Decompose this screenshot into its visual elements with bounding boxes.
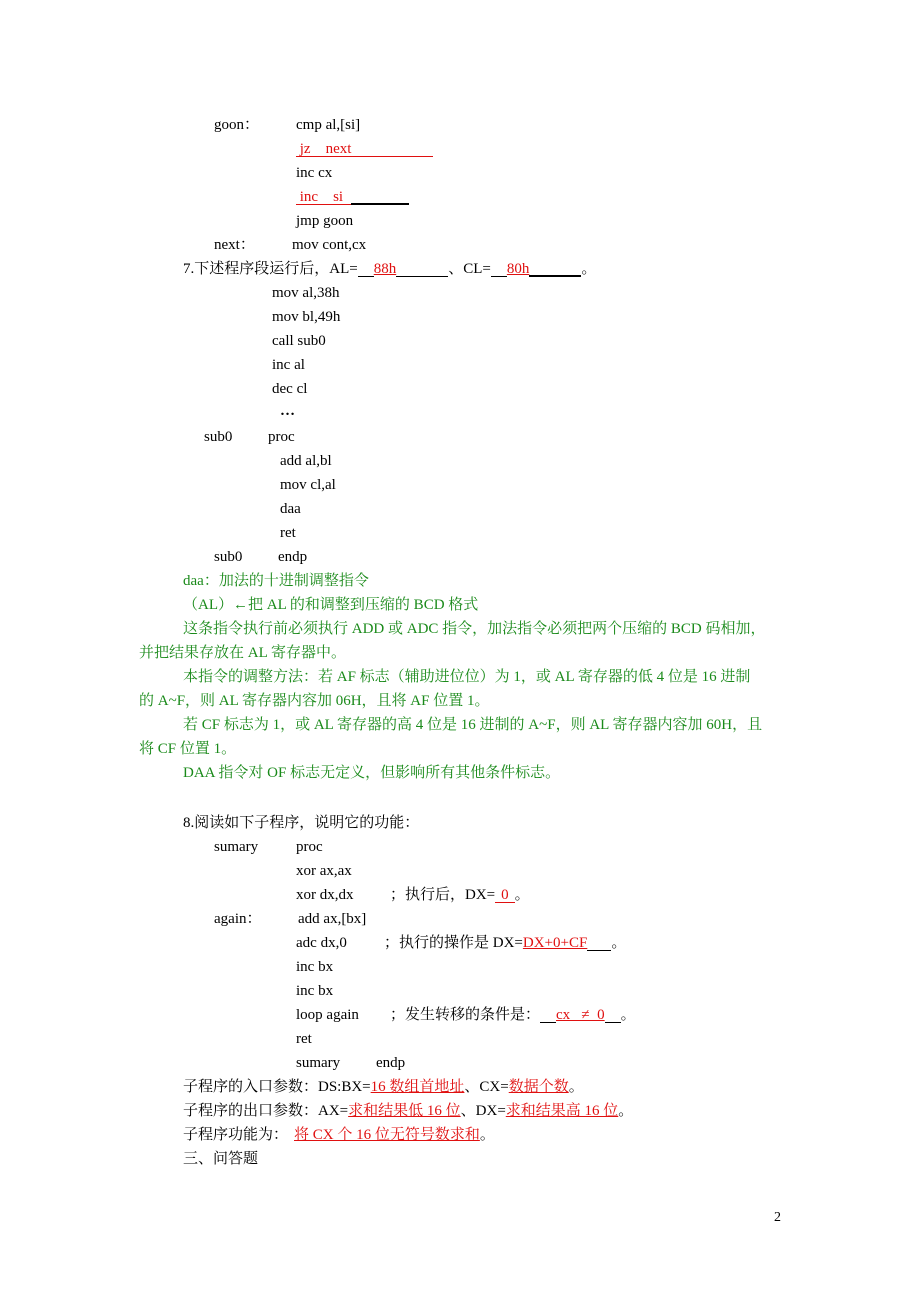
sub0-endp-label: sub0 [214, 549, 243, 565]
next-label: next： [214, 237, 255, 253]
answer-cl: 80h [506, 261, 530, 277]
exit-params: 子程序的出口参数：AX=求和结果低 16 位、DX=求和结果高 16 位。 [183, 1103, 634, 1119]
proc-keyword: proc [268, 429, 295, 445]
code-line: adc dx,0 [296, 935, 347, 951]
answer-function: 将 CX 个 16 位无符号数求和 [294, 1127, 480, 1143]
proc-keyword: proc [296, 839, 323, 855]
sumary-label: sumary [214, 839, 259, 855]
code-line: call sub0 [272, 333, 326, 349]
code-line: mov cont,cx [292, 237, 367, 253]
note-line: 本指令的调整方法：若 AF 标志（辅助进位位）为 1，或 AL 寄存器的低 4 位是 16 进制 [183, 669, 751, 685]
note-line: 并把结果存放在 AL 寄存器中。 [139, 645, 346, 661]
code-line: loop again [296, 1007, 359, 1023]
code-line: inc cx [296, 165, 333, 181]
note-line: （AL）←把 AL 的和调整到压缩的 BCD 格式 [183, 597, 479, 613]
code-line: ret [296, 1031, 312, 1047]
code-line: mov bl,49h [272, 309, 341, 325]
answer-cond: cx ≠ 0 [556, 1007, 605, 1023]
section-heading: 三、问答题 [183, 1151, 259, 1167]
sumary-endp-label: sumary [296, 1055, 341, 1071]
code-line: jmp goon [296, 213, 354, 229]
code-line: inc bx [296, 959, 334, 975]
answer-inc-si: inc si [296, 187, 409, 207]
comment-1: ；执行后，DX= 0 。 [390, 887, 530, 903]
code-line: xor dx,dx [296, 887, 354, 903]
ellipsis: … [280, 403, 295, 419]
answer-dx-op: DX+0+CF [522, 935, 588, 951]
note-line: 的 A~F，则 AL 寄存器内容加 06H，且将 AF 位置 1。 [139, 693, 490, 709]
note-line: 将 CF 位置 1。 [139, 741, 237, 757]
code-line: add al,bl [280, 453, 332, 469]
code-line: mov al,38h [272, 285, 340, 301]
code-line: ret [280, 525, 296, 541]
code-line: dec cl [272, 381, 308, 397]
note-line: 若 CF 标志为 1，或 AL 寄存器的高 4 位是 16 进制的 A~F，则 AL 寄存器内容加 60H，且 [183, 717, 763, 733]
code-line: add ax,[bx] [298, 911, 367, 927]
endp-keyword: endp [376, 1055, 406, 1071]
question-8: 8.阅读如下子程序，说明它的功能： [183, 815, 420, 831]
answer-entry-cx: 数据个数 [508, 1079, 569, 1095]
endp-keyword: endp [278, 549, 308, 565]
answer-al: 88h [373, 261, 397, 277]
note-line: DAA 指令对 OF 标志无定义，但影响所有其他条件标志。 [183, 765, 561, 781]
question-7: 7.下述程序段运行后，AL= 88h 、CL= 80h 。 [183, 261, 597, 277]
entry-params: 子程序的入口参数：DS:BX=16 数组首地址、CX=数据个数。 [183, 1079, 584, 1095]
comment-3: ；发生转移的条件是： cx ≠ 0 。 [390, 1007, 636, 1023]
again-label: again： [214, 911, 262, 927]
note-line: 这条指令执行前必须执行 ADD 或 ADC 指令，加法指令必须把两个压缩的 BCD 码相加， [183, 621, 766, 637]
sub0-label: sub0 [204, 429, 233, 445]
answer-exit-dx: 求和结果高 16 位 [505, 1103, 619, 1119]
code-line: inc bx [296, 983, 334, 999]
goon-label: goon： [214, 117, 260, 133]
answer-exit-ax: 求和结果低 16 位 [348, 1103, 461, 1119]
code-line: xor ax,ax [296, 863, 352, 879]
answer-jz: jz next [296, 139, 433, 159]
answer-entry-bx: 16 数组首地址 [370, 1079, 465, 1095]
code-line: mov cl,al [280, 477, 336, 493]
code-line: cmp al,[si] [296, 117, 361, 133]
comment-2: ；执行的操作是 DX=DX+0+CF 。 [384, 935, 627, 951]
answer-dx-val: 0 [495, 885, 515, 903]
note-daa: daa：加法的十进制调整指令 [183, 573, 369, 589]
page-number: 2 [774, 1210, 781, 1225]
function-desc: 子程序功能为： 将 CX 个 16 位无符号数求和。 [183, 1127, 495, 1143]
code-line: daa [280, 501, 301, 517]
code-line: inc al [272, 357, 305, 373]
